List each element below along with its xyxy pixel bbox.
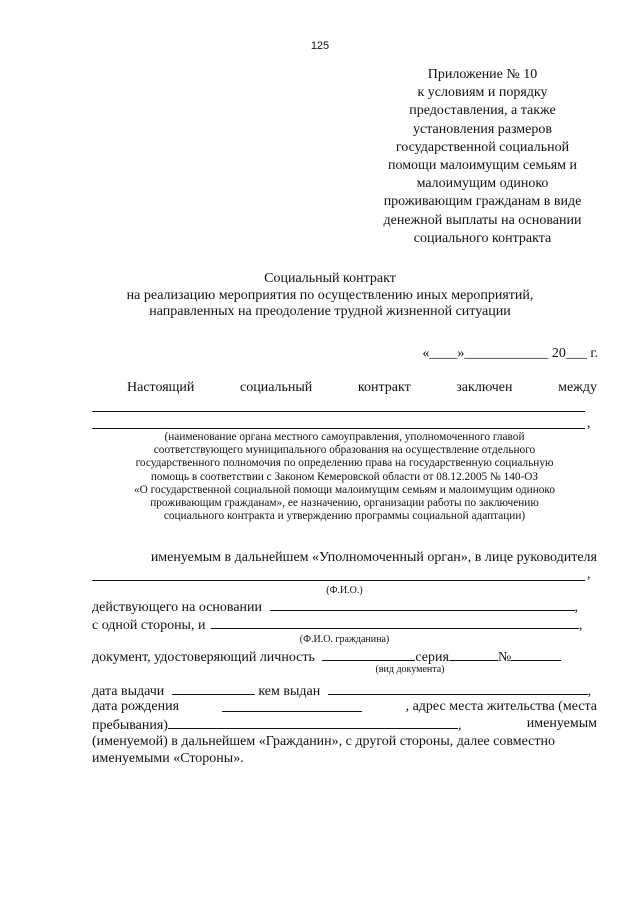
- note-line: помощь в соответствии с Законом Кемеровской области от 08.12.2005 № 140-ОЗ: [150, 470, 539, 483]
- contract-title: [60, 271, 600, 321]
- intro-word: между: [558, 380, 597, 395]
- issue-line: [92, 682, 597, 700]
- appendix-line: к условиям и порядку: [417, 85, 548, 101]
- acting-basis-label: действующего на основании: [92, 600, 263, 615]
- issued-by-field[interactable]: [328, 682, 588, 695]
- series-field[interactable]: [449, 648, 498, 661]
- called-label: именуемым: [526, 716, 597, 731]
- note-line: социального контракта и утверждению программы социальной адаптации): [163, 510, 526, 523]
- intro-word: контракт: [357, 380, 411, 395]
- note-line: проживающим гражданам», ее назначению, организации работы по заключению: [150, 497, 539, 510]
- document-type-field[interactable]: [322, 648, 415, 661]
- series-label: серия: [415, 650, 449, 665]
- appendix-line: предоставления, а также: [409, 103, 556, 119]
- comma: ,: [574, 600, 579, 615]
- stay-line: [92, 716, 597, 734]
- birth-date-label: дата рождения: [92, 699, 180, 714]
- parties-line: именуемыми «Стороны».: [92, 751, 244, 767]
- stay-label: пребывания): [92, 718, 168, 733]
- contract-date: «____»____________ 20___ г.: [422, 346, 598, 361]
- org-name-field-line-1[interactable]: [92, 411, 585, 412]
- head-fio-field[interactable]: [92, 580, 585, 581]
- comma: ,: [587, 567, 591, 582]
- note-line: соответствующего муниципального образования на осуществление отдельного: [153, 444, 536, 457]
- appendix-line: Приложение № 10: [427, 67, 538, 82]
- intro-word: заключен: [456, 380, 513, 395]
- birth-date-field[interactable]: [222, 699, 362, 712]
- title-line: направленных на преодоление трудной жизненной ситуации: [149, 304, 511, 319]
- closing-paragraph: [92, 733, 597, 768]
- appendix-line: государственной социальной: [395, 139, 570, 155]
- address-label: , адрес места жительства (места: [405, 699, 597, 714]
- appendix-line: социального контракта: [413, 230, 552, 246]
- appendix-line: малоимущим одиноко: [416, 176, 549, 192]
- citizen-fio-field[interactable]: [211, 616, 579, 629]
- number-field[interactable]: [511, 648, 561, 661]
- citizen-line: (именуемой) в дальнейшем «Гражданин», с другой стороны, далее совместно: [92, 734, 555, 749]
- title-line: на реализацию мероприятия по осуществлению иных мероприятий,: [126, 287, 534, 303]
- note-line: (наименование органа местного самоуправления, уполномоченного главой: [164, 431, 525, 443]
- org-name-caption: [92, 431, 597, 523]
- appendix-line: помощи малоимущим семьям и: [387, 158, 578, 174]
- issue-date-field[interactable]: [172, 682, 255, 695]
- title-line: Социальный контракт: [264, 271, 396, 286]
- comma: ,: [578, 618, 583, 633]
- birth-line: [92, 699, 597, 715]
- org-name-field-line-2[interactable]: [92, 428, 585, 429]
- fio-caption: (Ф.И.О.): [326, 585, 363, 596]
- intro-word: социальный: [240, 380, 313, 395]
- appendix-header: [370, 66, 595, 248]
- authorized-body-line: именуемым в дальнейшем «Уполномоченный орган», в лице руководителя: [150, 550, 597, 565]
- doc-type-caption: (вид документа): [375, 664, 445, 675]
- note-line: «О государственной социальной помощи малоимущим семьям и малоимущим одиноко: [134, 483, 555, 496]
- document-label: документ, удостоверяющий личность: [92, 650, 315, 665]
- intro-line: [92, 380, 597, 396]
- comma: ,: [587, 416, 591, 431]
- address-field[interactable]: [168, 716, 458, 729]
- comma: ,: [587, 684, 592, 699]
- note-line: государственного полномочия по определению права на государственную социальную: [135, 457, 554, 470]
- comma: ,: [457, 718, 462, 733]
- appendix-line: проживающим гражданам в виде: [383, 194, 582, 210]
- page-number: 125: [310, 40, 330, 52]
- issued-by-label: кем выдан: [258, 684, 321, 699]
- intro-word: Настоящий: [127, 380, 195, 395]
- acting-basis-line: [92, 598, 597, 616]
- appendix-line: денежной выплаты на основании: [383, 212, 582, 228]
- citizen-caption: (Ф.И.О. гражданина): [299, 634, 390, 645]
- issue-date-label: дата выдачи: [92, 684, 165, 699]
- number-label: №: [497, 650, 512, 665]
- one-side-label: с одной стороны, и: [92, 618, 206, 633]
- appendix-line: установления размеров: [413, 121, 552, 137]
- basis-field[interactable]: [270, 598, 575, 611]
